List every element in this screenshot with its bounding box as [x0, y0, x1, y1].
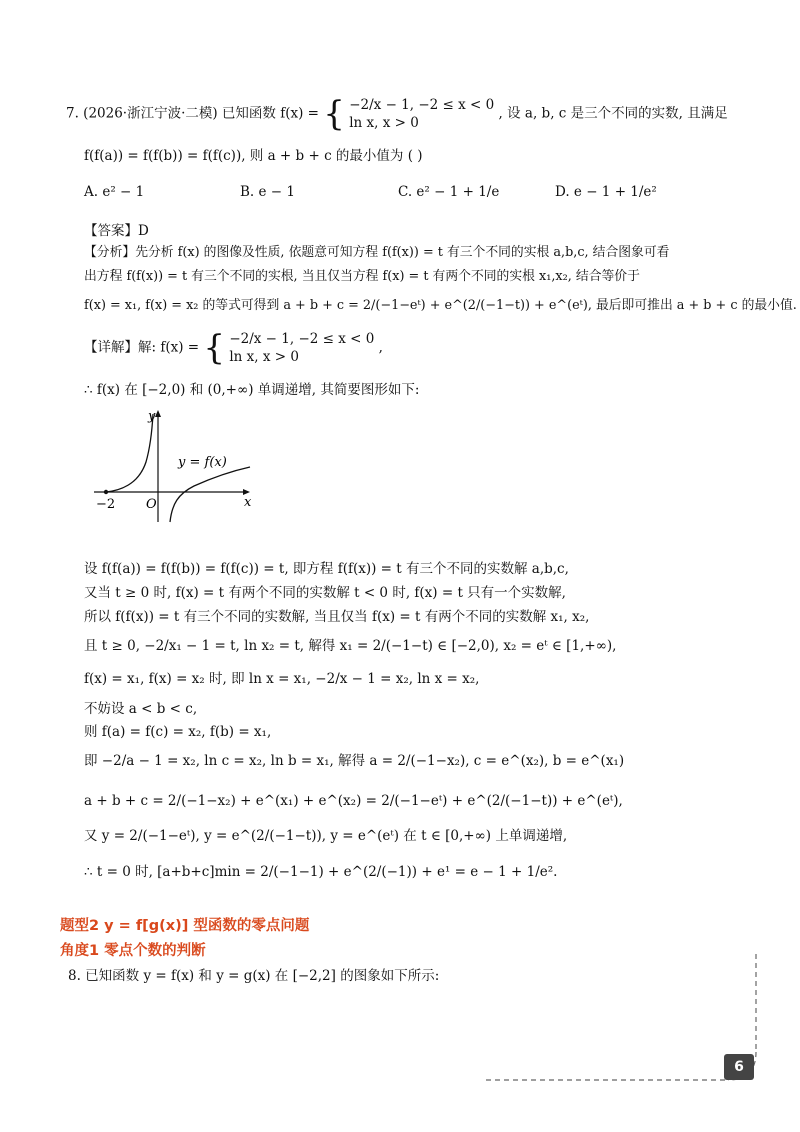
question-7-line2: f(f(a)) = f(f(b)) = f(f(c)), 则 a + b + c 的最小值为 ( )	[84, 148, 423, 164]
question-8: 8. 已知函数 y = f(x) 和 y = g(x) 在 [−2,2] 的图象如下所示:	[68, 968, 440, 984]
q7-piece-1: −2/x − 1, −2 ≤ x < 0	[349, 97, 495, 113]
origin-label: O	[146, 497, 157, 512]
y-axis-label: y	[148, 409, 156, 424]
piecewise-brace: {	[323, 94, 345, 135]
subsection-title: 角度1 零点个数的判断	[60, 943, 206, 959]
curve-left-branch	[106, 414, 153, 492]
detail-piece-1: −2/x − 1, −2 ≤ x < 0	[229, 331, 375, 347]
option-a: A. e² − 1	[84, 184, 145, 200]
question-7-line1	[66, 96, 728, 136]
section-title: 题型2 y = f[g(x)] 型函数的零点问题	[60, 918, 310, 934]
curve-right-branch	[170, 467, 250, 522]
y-axis-arrow	[155, 410, 161, 417]
monotone-line: ∴ f(x) 在 [−2,0) 和 (0,+∞) 单调递增, 其简要图形如下:	[84, 382, 420, 398]
option-b: B. e − 1	[240, 184, 295, 200]
solution-line-10: 又 y = 2/(−1−eᵗ), y = e^(2/(−1−t)), y = e^(eᵗ) 在 t ∈ [0,+∞) 上单调递增,	[84, 828, 568, 844]
function-graph	[90, 400, 270, 525]
solution-line-11: ∴ t = 0 时, [a+b+c]min = 2/(−1−1) + e^(2/(−1)) + e¹ = e − 1 + 1/e².	[84, 864, 558, 880]
detail-line	[84, 330, 383, 370]
solution-line-4: 且 t ≥ 0, −2/x₁ − 1 = t, ln x₂ = t, 解得 x₁ = 2/(−1−t) ∈ [−2,0), x₂ = eᵗ ∈ [1,+∞),	[84, 638, 617, 654]
solution-line-2: 又当 t ≥ 0 时, f(x) = t 有两个不同的实数解 t < 0 时, f(x) = t 只有一个实数解,	[84, 585, 566, 601]
detail-brace: {	[203, 328, 226, 369]
q7-piecewise	[349, 96, 494, 132]
x-axis-label: x	[244, 495, 252, 510]
analysis-line-2: 出方程 f(f(x)) = t 有三个不同的实根, 当且仅当方程 f(x) = t 有两个不同的实根 x₁,x₂, 结合等价于	[84, 269, 640, 284]
solution-line-5: f(x) = x₁, f(x) = x₂ 时, 即 ln x = x₁, −2/x − 1 = x₂, ln x = x₂,	[84, 671, 480, 687]
detail-comma: ,	[378, 339, 383, 356]
option-d: D. e − 1 + 1/e²	[555, 184, 657, 200]
tick-neg2-label: −2	[96, 497, 116, 512]
analysis-line-3: f(x) = x₁, f(x) = x₂ 的等式可得到 a + b + c = 2/(−1−eᵗ) + e^(2/(−1−t)) + e^(eᵗ), 最后即可推出 a + b + c 的最小值.	[84, 298, 797, 313]
q7-stem-end: , 设 a, b, c 是三个不同的实数, 且满足	[498, 105, 728, 122]
q7-stem-start: 7. (2026·浙江宁波·二模) 已知函数 f(x) =	[66, 105, 319, 122]
answer-line: 【答案】D	[84, 223, 149, 239]
point-neg2	[104, 490, 108, 494]
solution-line-6: 不妨设 a < b < c,	[84, 701, 198, 717]
detail-piecewise	[229, 330, 374, 366]
analysis-line-1: 【分析】先分析 f(x) 的图像及性质, 依题意可知方程 f(f(x)) = t 有三个不同的实根 a,b,c, 结合图象可看	[84, 245, 670, 260]
solution-line-3: 所以 f(f(x)) = t 有三个不同的实数解, 当且仅当 f(x) = t 有两个不同的实数解 x₁, x₂,	[84, 609, 590, 625]
detail-head: 【详解】解: f(x) =	[84, 339, 200, 356]
solution-line-7: 则 f(a) = f(c) = x₂, f(b) = x₁,	[84, 724, 272, 740]
page-number: 6	[724, 1054, 754, 1080]
solution-line-9: a + b + c = 2/(−1−x₂) + e^(x₁) + e^(x₂) = 2/(−1−eᵗ) + e^(2/(−1−t)) + e^(eᵗ),	[84, 793, 623, 809]
solution-line-8: 即 −2/a − 1 = x₂, ln c = x₂, ln b = x₁, 解得 a = 2/(−1−x₂), c = e^(x₂), b = e^(x₁)	[84, 753, 625, 769]
option-c: C. e² − 1 + 1/e	[398, 184, 500, 200]
q7-piece-2: ln x, x > 0	[349, 115, 419, 132]
curve-label: y = f(x)	[178, 455, 227, 470]
detail-piece-2: ln x, x > 0	[229, 349, 299, 366]
solution-line-1: 设 f(f(a)) = f(f(b)) = f(f(c)) = t, 即方程 f(f(x)) = t 有三个不同的实数解 a,b,c,	[84, 561, 569, 577]
